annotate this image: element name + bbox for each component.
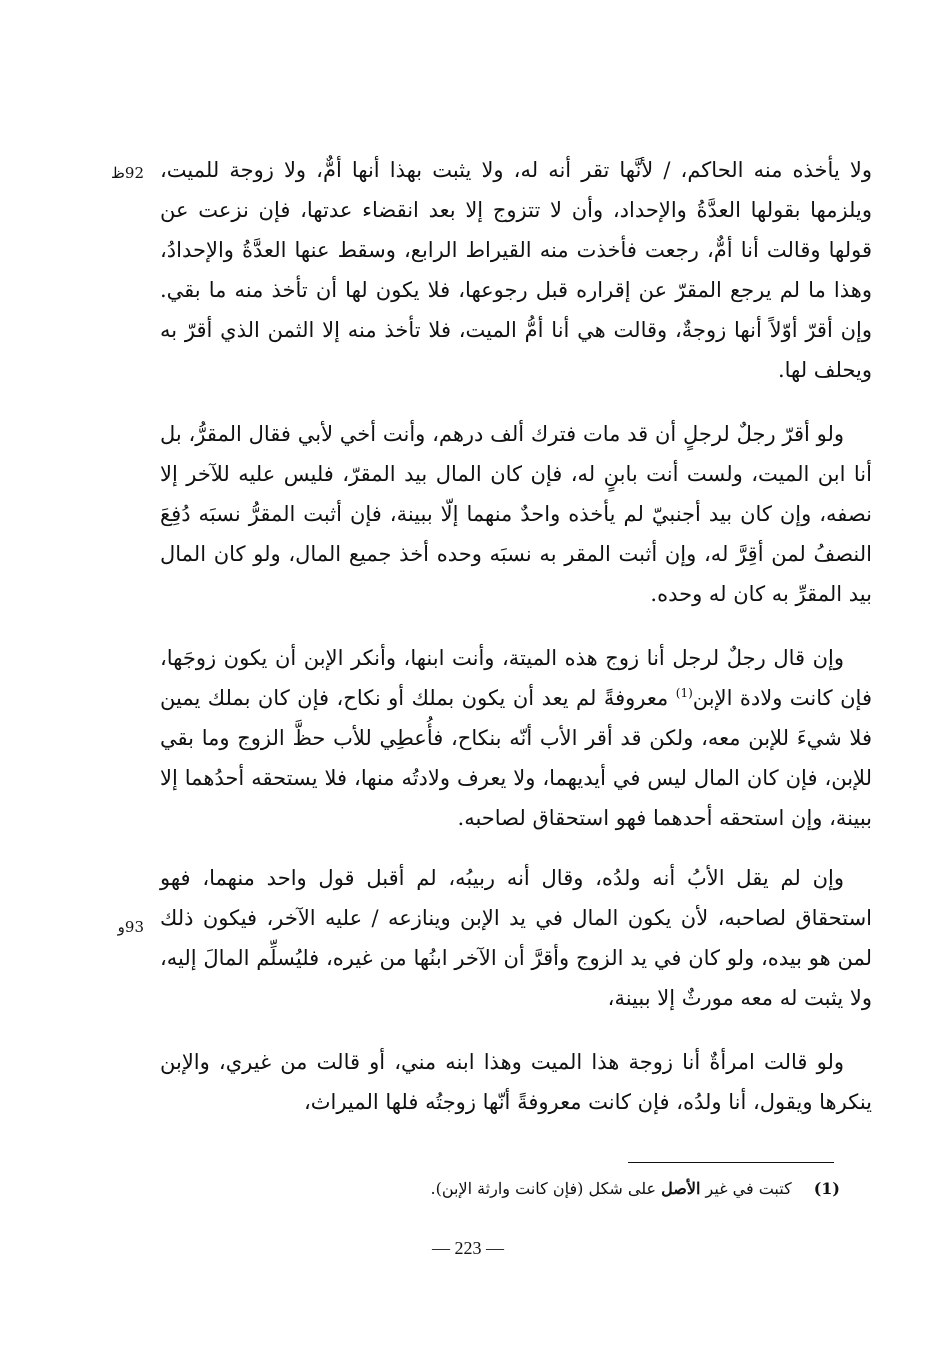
paragraph-3-text-start: وإن قال رجلٌ لرجل أنا زوج هذه الميتة، وأنت ابنها، وأنكر الإبن أن يكون زوجَها، فإن كانت ولادة الإبن xyxy=(160,646,872,710)
page-number: — 223 — xyxy=(432,1238,504,1258)
paragraph-4-text: وإن لم يقل الأبُ أنه ولدُه، وقال أنه ربيبُه، لم أقبل قول واحد منهما، فهو استحقاق لصاحبه، لأن يكون المال في يد الإبن وينازعه / عليه الآخر، فيكون ذلك لمن هو بيده، ولو كان في يد الزوج وأقرَّ أن الآخر ابنُها من غيره، فليُسلِّم المالَ إليه، ولا يثبت له معه مورثٌ إلا ببينة، xyxy=(160,866,872,1010)
paragraph-3-text xyxy=(160,638,872,838)
paragraph-1-text: ولا يأخذه منه الحاكم، / لأنَّها تقر أنه له، ولا يثبت بهذا أنها أمٌّ، ولا زوجة للميت، ويلزمها بقولها العدَّةُ والإحداد، وأن لا تتزوج إلا بعد انقضاء عدتها، فإن نزعت عن قولها وقالت أنا أمٌّ، رجعت فأخذت منه القيراط الرابع، وسقط عنها العدَّةُ والإحدادُ، وهذا ما لم يرجع المقرّ عن إقراره قبل رجوعها، فلا يكون لها أن تأخذ منه ما بقي. وإن أقرّ أوّلاً أنها زوجةٌ، وقالت هي أنا أمُّ الميت، فلا تأخذ منه إلا الثمن الذي أقرّ به ويحلف لها. xyxy=(160,158,872,382)
paragraph-2 xyxy=(160,414,872,614)
footnote-text-start: كتبت في غير xyxy=(700,1179,792,1198)
margin-note-folio-92: 92ظ xyxy=(111,164,144,182)
paragraph-4 xyxy=(160,858,872,1018)
footnote-text-bold: الأصل xyxy=(661,1179,701,1198)
paragraph-3-text-end: معروفةً لم يعد أن يكون بملك أو نكاح، فإن كان بملك يمين فلا شيءَ للإبن معه، ولكن قد أقر الأب أنّه بنكاح، فأُعطِي للأب حظَّ الزوج وما بقي للإبن، فإن كان المال ليس في أيديهما، ولا يعرف ولادتُه منها، فلا يستحقه أحدُهما إلا ببينة، وإن استحقه أحدهما فهو استحقاق لصاحبه. xyxy=(160,686,872,830)
footnote-separator xyxy=(628,1162,834,1163)
footnote-number: (1) xyxy=(813,1179,840,1198)
paragraph-5-text: ولو قالت امرأةٌ أنا زوجة هذا الميت وهذا ابنه مني، أو قالت من غيري، والإبن ينكرها ويقول، أنا ولدُه، فإن كانت معروفةً أنّها زوجتُه فلها الميراث، xyxy=(160,1050,872,1114)
paragraph-1 xyxy=(160,150,872,390)
footnote xyxy=(300,1174,840,1204)
footnote-text-end: على شكل (فإن كانت وارثة الإبن). xyxy=(430,1179,662,1198)
paragraph-2-text: ولو أقرّ رجلٌ لرجلٍ أن قد مات فترك ألف درهم، وأنت أخي لأبي فقال المقرُّ، بل أنا ابن الميت، ولست أنت بابنٍ له، فإن كان المال بيد المقرّ، فليس عليه للآخر إلا نصفه، وإن كان بيد أجنبيّ لم يأخذه واحدٌ منهما إلّا ببينة، فإن أثبت المقرُّ نسبَه دُفِعَ النصفُ لمن أقِرَّ له، وإن أثبت المقر به نسبَه وحده أخذ جميع المال، ولو كان المال بيد المقرِّ به كان له وحده. xyxy=(160,422,872,606)
paragraph-5 xyxy=(160,1042,872,1122)
paragraph-3 xyxy=(160,638,872,838)
margin-note-folio-93: 93و xyxy=(117,918,144,936)
footnote-reference: (1) xyxy=(675,686,693,700)
